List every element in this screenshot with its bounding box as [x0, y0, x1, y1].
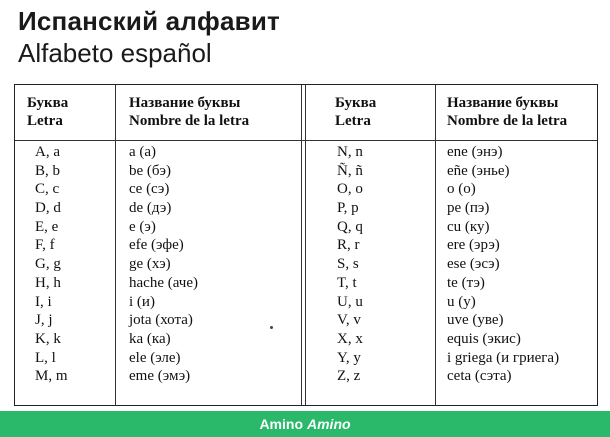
letter-cell: Ñ, ñ	[337, 162, 363, 179]
footer-bar	[0, 411, 610, 437]
letter-name-cell: ka (ка)	[129, 330, 171, 347]
left-names-column	[129, 143, 198, 386]
header-letter-es: Letra	[27, 113, 63, 129]
letter-cell: R, r	[337, 237, 360, 254]
letter-name-cell: eñe (энье)	[447, 162, 510, 179]
header-name-es: Nombre de la letra	[447, 113, 568, 129]
letter-name-cell: o (о)	[447, 181, 476, 198]
header-name-right	[447, 94, 567, 130]
header-letter-ru: Буква	[27, 95, 69, 111]
letter-name-cell: ele (эле)	[129, 349, 181, 366]
header-name-ru: Название буквы	[129, 95, 241, 111]
header-letter-ru: Буква	[335, 95, 377, 111]
letter-name-cell: ceta (сэта)	[447, 368, 512, 385]
letter-cell: K, k	[35, 330, 61, 347]
letter-name-cell: de (дэ)	[129, 200, 172, 217]
letter-cell: Z, z	[337, 368, 361, 385]
alphabet-table	[14, 84, 598, 406]
letter-name-cell: ge (хэ)	[129, 256, 171, 273]
letter-name-cell: pe (пэ)	[447, 200, 490, 217]
column-divider	[115, 85, 116, 405]
letter-name-cell: uve (уве)	[447, 312, 504, 329]
letter-name-cell: a (а)	[129, 144, 157, 160]
letter-name-cell: i griega (и гриега)	[447, 349, 560, 366]
header-divider	[15, 140, 597, 141]
letter-cell: A, a	[35, 144, 60, 160]
letter-name-cell: e (э)	[129, 218, 156, 235]
speck	[270, 326, 273, 329]
letter-cell: L, l	[35, 349, 56, 366]
right-names-column	[447, 143, 559, 386]
column-divider-double-left	[301, 85, 302, 405]
letter-cell: G, g	[35, 256, 61, 273]
letter-name-cell: i (и)	[129, 293, 155, 310]
letter-cell: I, i	[35, 293, 52, 310]
footer-brand-logo: Amino	[307, 416, 351, 432]
letter-cell: C, c	[35, 181, 60, 198]
letter-name-cell: eme (эмэ)	[129, 368, 191, 385]
letter-cell: X, x	[337, 330, 363, 347]
right-letters-column	[337, 143, 363, 386]
letter-name-cell: te (тэ)	[447, 274, 485, 291]
letter-name-cell: be (бэ)	[129, 162, 171, 179]
letter-cell: U, u	[337, 293, 363, 310]
title-spanish: Alfabeto español	[18, 38, 212, 68]
letter-cell: M, m	[35, 368, 68, 385]
letter-name-cell: cu (ку)	[447, 218, 490, 235]
letter-name-cell: ere (эрэ)	[447, 237, 500, 254]
letter-cell: J, j	[35, 312, 53, 329]
header-name-left	[129, 94, 249, 130]
header-letter-left	[27, 94, 68, 130]
header-letter-es: Letra	[335, 113, 371, 129]
letter-cell: Q, q	[337, 218, 363, 235]
header-name-ru: Название буквы	[447, 95, 559, 111]
letter-cell: V, v	[337, 312, 361, 329]
letter-name-cell: ene (энэ)	[447, 144, 503, 160]
column-divider-double-right	[305, 85, 306, 405]
letter-cell: F, f	[35, 237, 55, 254]
letter-cell: T, t	[337, 274, 357, 291]
header-name-es: Nombre de la letra	[129, 113, 250, 129]
title-russian: Испанский алфавит	[18, 6, 280, 36]
letter-cell: S, s	[337, 256, 359, 273]
letter-cell: H, h	[35, 274, 61, 291]
letter-cell: B, b	[35, 162, 61, 179]
left-letters-column	[35, 143, 68, 386]
letter-cell: P, p	[337, 200, 359, 217]
letter-cell: N, n	[337, 144, 363, 160]
column-divider	[435, 85, 436, 405]
letter-cell: D, d	[35, 200, 61, 217]
footer-brand: Amino	[259, 416, 303, 432]
letter-name-cell: efe (эфе)	[129, 237, 184, 254]
letter-cell: O, o	[337, 181, 363, 198]
letter-name-cell: equis (экис)	[447, 330, 521, 347]
letter-name-cell: ese (эсэ)	[447, 256, 500, 273]
letter-name-cell: ce (сэ)	[129, 181, 170, 198]
letter-cell: Y, y	[337, 349, 361, 366]
letter-name-cell: hache (аче)	[129, 274, 198, 291]
letter-cell: E, e	[35, 218, 59, 235]
header-letter-right	[335, 94, 376, 130]
letter-name-cell: u (у)	[447, 293, 476, 310]
letter-name-cell: jota (хота)	[129, 312, 193, 329]
